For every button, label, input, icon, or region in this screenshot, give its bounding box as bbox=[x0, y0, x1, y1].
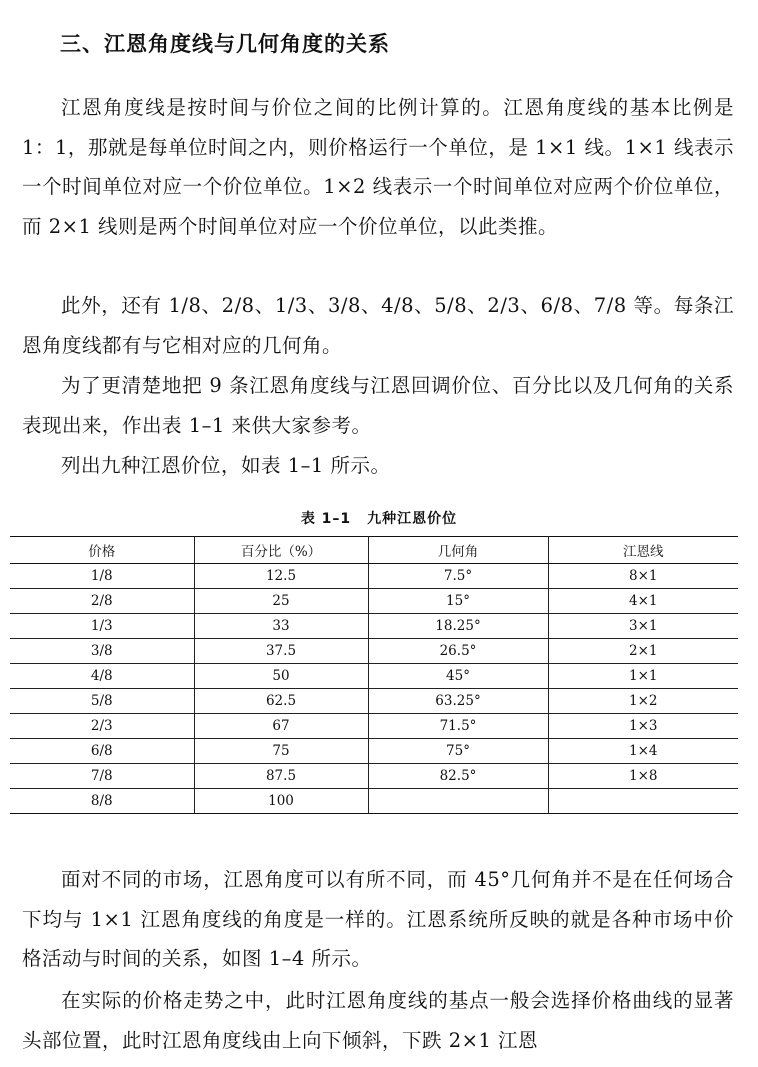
table-row bbox=[10, 739, 738, 764]
cell-percent: 50 bbox=[194, 664, 368, 689]
section-heading: 三、江恩角度线与几何角度的关系 bbox=[60, 32, 390, 56]
table-header-row bbox=[10, 537, 738, 564]
paragraph-table-purpose: 为了更清楚地把 9 条江恩角度线与江恩回调价位、百分比以及几何角的关系表现出来，作出表 1–1 来供大家参考。 bbox=[22, 374, 734, 437]
cell-percent: 75 bbox=[194, 739, 368, 764]
cell-gann-line: 1×8 bbox=[548, 764, 738, 789]
cell-angle: 18.25° bbox=[368, 614, 548, 639]
cell-angle: 63.25° bbox=[368, 689, 548, 714]
table-row bbox=[10, 689, 738, 714]
cell-gann-line: 1×1 bbox=[548, 664, 738, 689]
cell-price: 7/8 bbox=[10, 764, 194, 789]
cell-gann-line: 3×1 bbox=[548, 614, 738, 639]
table-row bbox=[10, 589, 738, 614]
table-row bbox=[10, 664, 738, 689]
header-gann-line: 江恩线 bbox=[548, 537, 738, 564]
header-angle: 几何角 bbox=[368, 537, 548, 564]
gann-levels-table bbox=[10, 536, 738, 814]
cell-angle: 75° bbox=[368, 739, 548, 764]
cell-price: 2/3 bbox=[10, 714, 194, 739]
cell-price: 4/8 bbox=[10, 664, 194, 689]
paragraph-table-intro: 列出九种江恩价位，如表 1–1 所示。 bbox=[61, 454, 391, 477]
cell-percent: 87.5 bbox=[194, 764, 368, 789]
table-row bbox=[10, 789, 738, 814]
cell-gann-line bbox=[548, 789, 738, 814]
cell-gann-line: 1×2 bbox=[548, 689, 738, 714]
paragraph-intro: 江恩角度线是按时间与价位之间的比例计算的。江恩角度线的基本比例是 1：1，那就是每单位时间之内，则价格运行一个单位，是 1×1 线。1×1 线表示一个时间单位对应一个价位单位。1×2 线表示一个时间单位对应两个价位单位，而 2×1 线则是两个时间单位对应一个价位单位，以此类推。 bbox=[22, 96, 734, 238]
cell-angle: 15° bbox=[368, 589, 548, 614]
cell-angle: 45° bbox=[368, 664, 548, 689]
cell-price: 2/8 bbox=[10, 589, 194, 614]
cell-gann-line: 8×1 bbox=[548, 564, 738, 589]
cell-percent: 37.5 bbox=[194, 639, 368, 664]
cell-angle: 71.5° bbox=[368, 714, 548, 739]
table-row bbox=[10, 714, 738, 739]
paragraph-other-ratios: 此外，还有 1/8、2/8、1/3、3/8、4/8、5/8、2/3、6/8、7/8 等。每条江恩角度线都有与它相对应的几何角。 bbox=[22, 294, 734, 357]
header-price: 价格 bbox=[10, 537, 194, 564]
table-caption-title: 九种江恩价位 bbox=[367, 511, 458, 527]
table-row bbox=[10, 614, 738, 639]
table-caption bbox=[0, 508, 758, 528]
cell-percent: 67 bbox=[194, 714, 368, 739]
cell-gann-line: 2×1 bbox=[548, 639, 738, 664]
cell-percent: 12.5 bbox=[194, 564, 368, 589]
table-caption-number: 表 1–1 bbox=[300, 511, 352, 527]
cell-price: 8/8 bbox=[10, 789, 194, 814]
cell-percent: 62.5 bbox=[194, 689, 368, 714]
paragraph-price-trend: 在实际的价格走势之中，此时江恩角度线的基点一般会选择价格曲线的显著头部位置，此时江恩角度线由上向下倾斜，下跌 2×1 江恩 bbox=[22, 989, 734, 1052]
cell-angle: 82.5° bbox=[368, 764, 548, 789]
cell-price: 5/8 bbox=[10, 689, 194, 714]
cell-angle: 7.5° bbox=[368, 564, 548, 589]
cell-price: 1/8 bbox=[10, 564, 194, 589]
cell-gann-line: 4×1 bbox=[548, 589, 738, 614]
cell-angle bbox=[368, 789, 548, 814]
table-row bbox=[10, 764, 738, 789]
table-row bbox=[10, 564, 738, 589]
cell-gann-line: 1×3 bbox=[548, 714, 738, 739]
cell-price: 1/3 bbox=[10, 614, 194, 639]
cell-percent: 33 bbox=[194, 614, 368, 639]
cell-price: 3/8 bbox=[10, 639, 194, 664]
cell-price: 6/8 bbox=[10, 739, 194, 764]
cell-gann-line: 1×4 bbox=[548, 739, 738, 764]
paragraph-market-difference: 面对不同的市场，江恩角度可以有所不同，而 45°几何角并不是在任何场合下均与 1×1 江恩角度线的角度是一样的。江恩系统所反映的就是各种市场中价格活动与时间的关系，如图 1–4 所示。 bbox=[22, 868, 734, 970]
cell-angle: 26.5° bbox=[368, 639, 548, 664]
cell-percent: 100 bbox=[194, 789, 368, 814]
table-row bbox=[10, 639, 738, 664]
header-percent: 百分比（%） bbox=[194, 537, 368, 564]
cell-percent: 25 bbox=[194, 589, 368, 614]
